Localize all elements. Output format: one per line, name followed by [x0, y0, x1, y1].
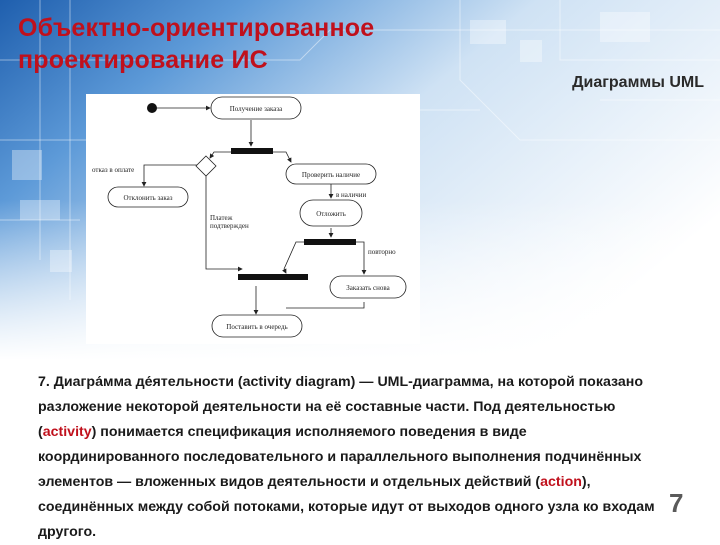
receive-order-label: Получение заказа: [229, 105, 283, 113]
activity-diagram: [86, 94, 420, 344]
join-bar: [304, 239, 356, 245]
check-stock-label: Проверить наличие: [301, 171, 361, 179]
description-part-2: ) понимается спецификация исполняемого поведения в виде координированного последовательного и параллельного выполнения подчинённых элементов — вложенных видов деятельности и отдельных действий (: [38, 424, 642, 490]
title-line-1: Объектно-ориентированное: [18, 14, 375, 42]
initial-node: [147, 103, 157, 113]
description-part-1: 7. Диагра́мма де́ятельности (activity diagram) — UML-диаграмма, на которой показано разложение некоторой деятельности на её составные части. Под деятельностью (: [38, 374, 643, 440]
description-text: [38, 370, 663, 545]
guard-payment-confirmed-2: подтвержден: [210, 222, 249, 230]
order-goods-label: Заказать снова: [346, 284, 390, 292]
slide-title: [18, 12, 374, 76]
keyword-action: action: [540, 474, 582, 490]
guard-repeat: повторно: [368, 248, 396, 256]
guard-in-stock: в наличии: [336, 191, 367, 199]
decision-node: [196, 156, 216, 176]
title-line-2: проектирование ИС: [18, 46, 268, 74]
fork-bar-2: [238, 274, 308, 280]
keyword-activity: activity: [42, 424, 92, 440]
guard-payment-confirmed-1: Платеж: [210, 214, 233, 222]
cancel-order-label: Отклонить заказ: [123, 194, 173, 202]
guard-payment-refused: отказ в оплате: [92, 166, 135, 174]
fork-bar-1: [231, 148, 273, 154]
queue-label: Поставить в очередь: [226, 323, 288, 331]
slide-subtitle: Диаграммы UML: [572, 74, 704, 91]
page-number: 7: [669, 488, 684, 518]
defer-label: Отложить: [316, 210, 346, 218]
description-part-3: ), соединённых между собой потоками, которые идут от выходов одного узла ко входам другого.: [38, 474, 655, 540]
